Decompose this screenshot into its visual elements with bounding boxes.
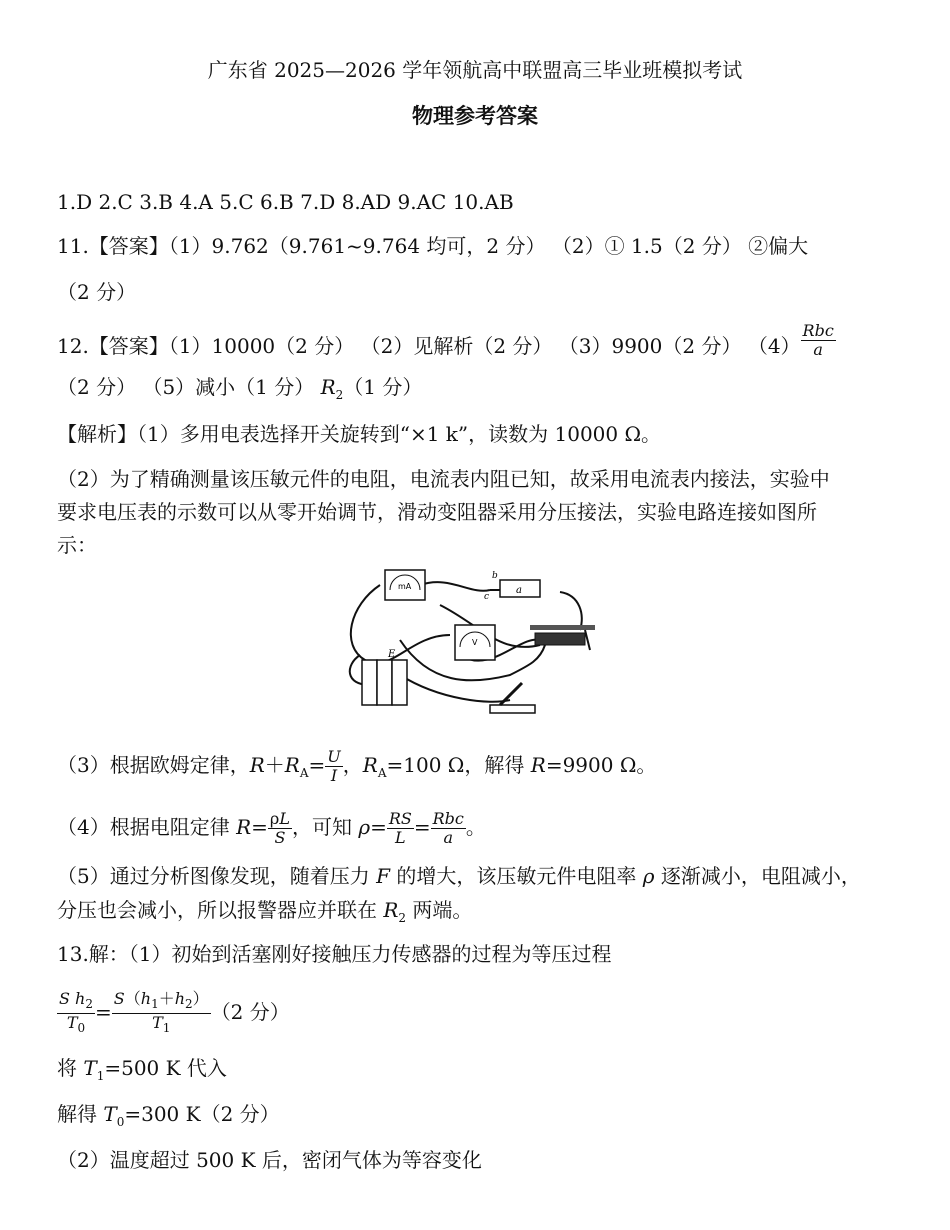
q11-line: 11.【答案】（1）9.762（9.761~9.764 均可，2 分） （2）① 1.5（2 分） ②偏大	[57, 234, 809, 258]
q12-line2-a: （2 分） （5）减小（1 分）	[57, 375, 321, 399]
exp3-pre: （3）根据欧姆定律，	[57, 753, 250, 777]
exp2a: （2）为了精确测量该压敏元件的电阻，电流表内阻已知，故采用电流表内接法，实验中	[57, 467, 830, 491]
exp2b: 要求电压表的示数可以从零开始调节，滑动变阻器采用分压接法，实验电路连接如图所	[57, 500, 817, 524]
q13-score: （2 分）	[210, 1000, 290, 1025]
resistor-box	[484, 571, 540, 602]
voltmeter	[455, 625, 495, 660]
exp5b-1: 分压也会减小，所以报警器应并联在	[57, 898, 384, 922]
ma-label: mA	[398, 582, 412, 591]
mc-answers: 1.D 2.C 3.B 4.A 5.C 6.B 7.D 8.AD 9.AC 10.AB	[57, 190, 514, 214]
v-label: V	[472, 638, 478, 647]
label-b: b	[492, 571, 498, 581]
label-c: c	[484, 592, 490, 602]
sh1h2-over-t1: $\frac{S(h_1+h_2)}{T_1}$	[113, 989, 209, 1036]
exp3-end: =9900 Ω。	[545, 753, 657, 777]
battery	[362, 649, 407, 705]
q13-l3-pre: 将	[57, 1056, 84, 1080]
exp4: （4）根据电阻定律 R= $\frac{\rho L}{S}$ ，可知 ρ= $\frac{RS}{L}$ = $\frac{\text{Rbc}}{a}$ 。	[57, 809, 486, 847]
q12-line	[57, 321, 836, 359]
switch	[490, 683, 535, 713]
document-subtitle: 物理参考答案	[412, 104, 538, 128]
q12-line2	[57, 375, 422, 407]
r2-sub: 2	[335, 388, 344, 402]
q13-l5: （2）温度超过 500 K 后，密闭气体为等容变化	[57, 1148, 482, 1172]
exp3-post: =100 Ω，解得	[386, 753, 531, 777]
sh2-over-t0: $\frac{S h_2}{T_0}$	[59, 989, 93, 1036]
rho-l-over-s: $\frac{\rho L}{S}$	[269, 809, 290, 847]
q13-l3: 将 $T_1=500$ K 代入	[57, 1056, 227, 1083]
q11-tail: （2 分）	[57, 280, 137, 304]
frac-den: a	[813, 340, 823, 359]
q12-head: 12.【答案】（1）10000（2 分） （2）见解析（2 分） （3）9900（2 分） （4）	[57, 334, 801, 358]
q12-fraction	[801, 322, 836, 359]
exp2c: 示：	[57, 533, 97, 557]
label-e: E	[388, 649, 396, 660]
rbc-over-a: $\frac{\text{Rbc}}{a}$	[432, 809, 464, 847]
ammeter	[385, 570, 425, 600]
exp5b: 分压也会减小，所以报警器应并联在 $R_2$ 两端。	[57, 898, 473, 925]
circuit-figure	[340, 565, 610, 720]
exp4-pre: （4）根据电阻定律	[57, 815, 237, 839]
exp5a-3: 逐渐减小，电阻减小，	[654, 864, 861, 888]
u-over-i: $\frac{U}{I}$	[327, 747, 341, 785]
exp5a: （5）通过分析图像发现，随着压力 F 的增大，该压敏元件电阻率 ρ 逐渐减小，电阻减小，	[57, 864, 861, 888]
q13-l4-pre: 解得	[57, 1102, 104, 1126]
rheostat	[530, 625, 595, 650]
q12-line2-b: （1 分）	[343, 375, 423, 399]
exp4-end: 。	[465, 815, 486, 839]
exp3: （3）根据欧姆定律，$R+R_A=$ $\frac{U}{I}$ ，$R_A=100$ Ω，解得 R=9900 Ω。	[57, 747, 657, 785]
rs-over-l: $\frac{RS}{L}$	[388, 809, 412, 847]
document-title: 广东省 2025—2026 学年领航高中联盟高三毕业班模拟考试	[207, 58, 743, 82]
q13-l4-post: =300 K（2 分）	[124, 1102, 280, 1126]
exp1: 【解析】（1）多用电表选择开关旋转到“×1 k”，读数为 10000 Ω。	[57, 422, 662, 446]
exp5a-1: （5）通过分析图像发现，随着压力	[57, 864, 377, 888]
exp5a-2: 的增大，该压敏元件电阻率	[389, 864, 643, 888]
exp3-mid: ，	[342, 753, 363, 777]
r2-symbol: R	[320, 375, 336, 399]
q13-l1: 13.解：（1）初始到活塞刚好接触压力传感器的过程为等压过程	[57, 942, 612, 966]
exp4-mid: ，可知	[291, 815, 359, 839]
q13-l3-post: =500 K 代入	[104, 1056, 227, 1080]
exp5b-2: 两端。	[406, 898, 473, 922]
q13-formula: $\frac{S h_2}{T_0}$ = $\frac{S(h_1+h_2)}{T_1}$ （2 分）	[59, 989, 290, 1036]
frac-num: Rbc	[802, 321, 834, 340]
label-a: a	[516, 585, 522, 596]
q13-l4: 解得 $T_0=300$ K（2 分）	[57, 1102, 280, 1129]
